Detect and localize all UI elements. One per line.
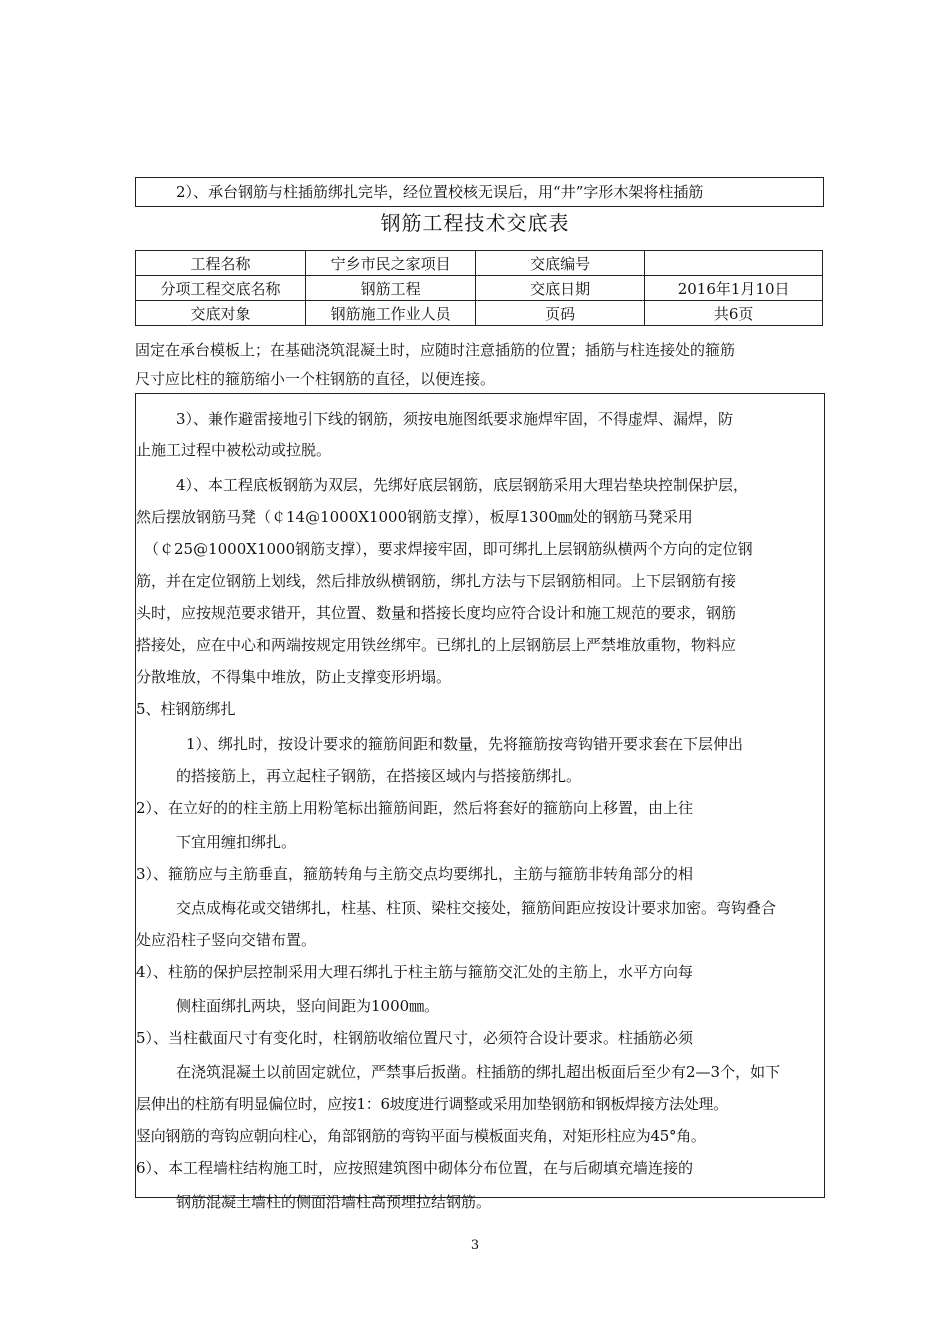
text-line: 处应沿柱子竖向交错布置。 [136,931,317,949]
content-box [135,393,825,1211]
table-cell: 钢筋施工作业人员 [306,301,476,326]
text-line: 分散堆放，不得集中堆放，防止支撑变形坍塌。 [136,668,452,686]
text-line: 6）、本工程墙柱结构施工时，应按照建筑图中砌体分布位置，在与后砌填充墙连接的 [136,1159,694,1177]
text-line: 尺寸应比柱的箍筋缩小一个柱钢筋的直径，以便连接。 [135,370,496,388]
table-row [136,251,823,276]
table-cell: 分项工程交底名称 [136,276,306,301]
text-line: 在浇筑混凝土以前固定就位，严禁事后扳凿。柱插筋的绑扎超出板面后至少有2—3个，如下 [176,1063,781,1081]
text-line: 竖向钢筋的弯钩应朝向柱心，角部钢筋的弯钩平面与模板面夹角，对矩形柱应为45°角。 [136,1127,706,1145]
text-line: 固定在承台模板上；在基础浇筑混凝土时，应随时注意插筋的位置；插筋与柱连接处的箍筋 [135,341,736,359]
continuation-text [135,336,825,394]
text-line: 层伸出的柱筋有明显偏位时，应按1：6坡度进行调整或采用加垫钢筋和钢板焊接方法处理。 [136,1095,728,1113]
table-cell: 2016年1月10日 [645,276,823,301]
text-line: 3）、箍筋应与主筋垂直，箍筋转角与主筋交点均要绑扎，主筋与箍筋非转角部分的相 [136,865,694,883]
page-title: 钢筋工程技术交底表 [380,211,570,235]
text-line: 的搭接筋上，再立起柱子钢筋，在搭接区域内与搭接筋绑扎。 [176,767,582,785]
text-line: （￠25@1000X1000钢筋支撑），要求焊接牢固，即可绑扎上层钢筋纵横两个方向的定位钢 [144,540,753,558]
table-cell: 钢筋工程 [306,276,476,301]
table-cell: 交底日期 [476,276,645,301]
text-line: 3）、兼作避雷接地引下线的钢筋，须按电施图纸要求施焊牢固，不得虚焊、漏焊，防 [176,410,734,428]
text-line: 然后摆放钢筋马凳（￠14@1000X1000钢筋支撑），板厚1300㎜处的钢筋马凳采用 [136,508,693,526]
text-line: 4）、本工程底板钢筋为双层，先绑好底层钢筋，底层钢筋采用大理岩垫块控制保护层， [176,476,749,494]
text-line: 止施工过程中被松动或拉脱。 [136,441,332,459]
text-line: 搭接处，应在中心和两端按规定用铁丝绑牢。已绑扎的上层钢筋层上严禁堆放重物，物料应 [136,636,737,654]
table-cell: 交底编号 [476,251,645,276]
text-line: 下宜用缠扣绑扎。 [176,833,297,851]
text-line: 头时，应按规范要求错开，其位置、数量和搭接长度均应符合设计和施工规范的要求，钢筋 [136,604,737,622]
table-cell: 工程名称 [136,251,306,276]
text-line: 4）、柱筋的保护层控制采用大理石绑扎于柱主筋与箍筋交汇处的主筋上，水平方向每 [136,963,694,981]
text-line: 筋，并在定位钢筋上划线，然后排放纵横钢筋，绑扎方法与下层钢筋相同。上下层钢筋有接 [136,572,737,590]
table-row [136,276,823,301]
text-line: 1）、绑扎时，按设计要求的箍筋间距和数量，先将箍筋按弯钩错开要求套在下层伸出 [186,735,744,753]
text-line: 交点成梅花或交错绑扎，柱基、柱顶、梁柱交接处，箍筋间距应按设计要求加密。弯钩叠合 [176,899,777,917]
text-line: 5、柱钢筋绑扎 [136,700,236,718]
table-cell: 宁乡市民之家项目 [306,251,476,276]
table-cell [645,251,823,276]
text-line: 侧柱面绑扎两块，竖向间距为1000㎜。 [176,997,440,1015]
text-line: 5）、当柱截面尺寸有变化时，柱钢筋收缩位置尺寸，必须符合设计要求。柱插筋必须 [136,1029,694,1047]
table-cell: 交底对象 [136,301,306,326]
page-number: 3 [470,1238,480,1253]
table-row [136,301,823,326]
table-cell: 页码 [476,301,645,326]
text-line: 2）、在立好的的柱主筋上用粉笔标出箍筋间距，然后将套好的箍筋向上移置，由上往 [136,799,694,817]
top-cell: 2）、承台钢筋与柱插筋绑扎完毕，经位置校核无误后，用“井”字形木架将柱插筋 [135,177,824,207]
info-table [135,250,823,326]
table-cell: 共6页 [645,301,823,326]
text-line: 钢筋混凝土墙柱的侧面沿墙柱高预埋拉结钢筋。 [176,1193,492,1211]
